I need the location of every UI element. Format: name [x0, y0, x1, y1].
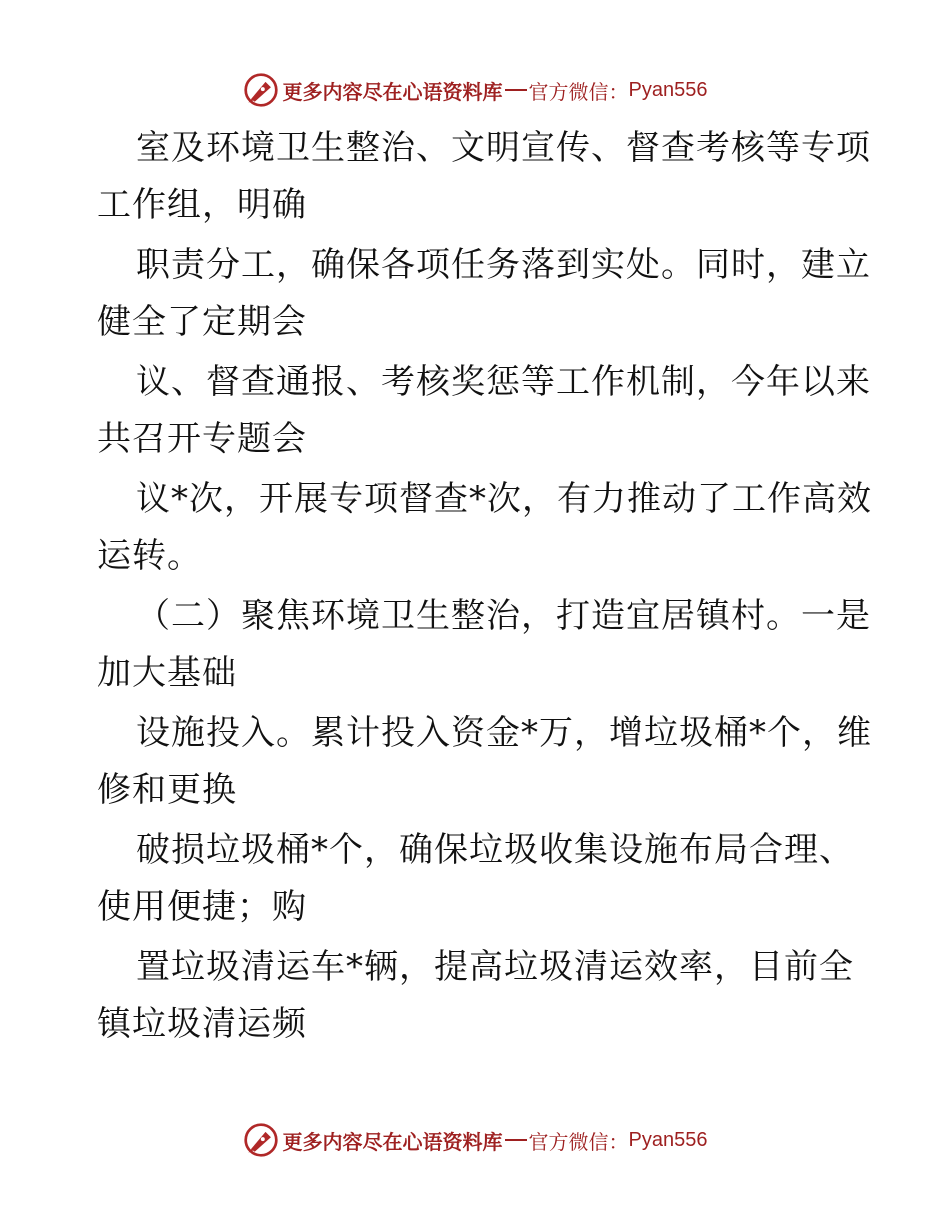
footer-banner-dash [505, 1139, 527, 1141]
body-line: 议、督查通报、考核奖惩等工作机制，今年以来 [136, 362, 871, 402]
body-line: 修和更换 [97, 770, 237, 810]
body-line: 镇垃圾清运频 [97, 1004, 307, 1044]
body-line: 置垃圾清运车*辆，提高垃圾清运效率，目前全 [136, 947, 854, 987]
footer-banner-wechat-id: Pyan556 [628, 1128, 708, 1151]
body-line: 健全了定期会 [97, 302, 307, 342]
body-line: 设施投入。累计投入资金*万，增垃圾桶*个，维 [136, 713, 872, 753]
footer-banner-official-label: 官方微信： [528, 1129, 629, 1154]
footer-banner-title: 更多内容尽在心语资料库 [282, 1129, 503, 1154]
body-line: 工作组，明确 [97, 185, 307, 225]
footer-banner [0, 1120, 950, 1160]
body-line: 室及环境卫生整治、文明宣传、督查考核等专项 [136, 128, 871, 168]
body-line: 职责分工，确保各项任务落到实处。同时，建立 [136, 245, 871, 285]
header-banner-official-label: 官方微信： [528, 79, 629, 104]
header-banner-wechat-id: Pyan556 [628, 78, 708, 101]
body-line: 议*次，开展专项督查*次，有力推动了工作高效 [136, 479, 872, 519]
pen-nib-logo-icon [243, 1122, 279, 1158]
body-line: （二）聚焦环境卫生整治，打造宜居镇村。一是 [136, 596, 871, 636]
body-line: 使用便捷；购 [97, 887, 307, 927]
body-line: 共召开专题会 [97, 419, 307, 459]
body-line: 运转。 [97, 536, 202, 576]
header-banner-title: 更多内容尽在心语资料库 [282, 79, 503, 104]
body-line: 加大基础 [97, 653, 237, 693]
body-line: 破损垃圾桶*个，确保垃圾收集设施布局合理、 [136, 830, 854, 870]
